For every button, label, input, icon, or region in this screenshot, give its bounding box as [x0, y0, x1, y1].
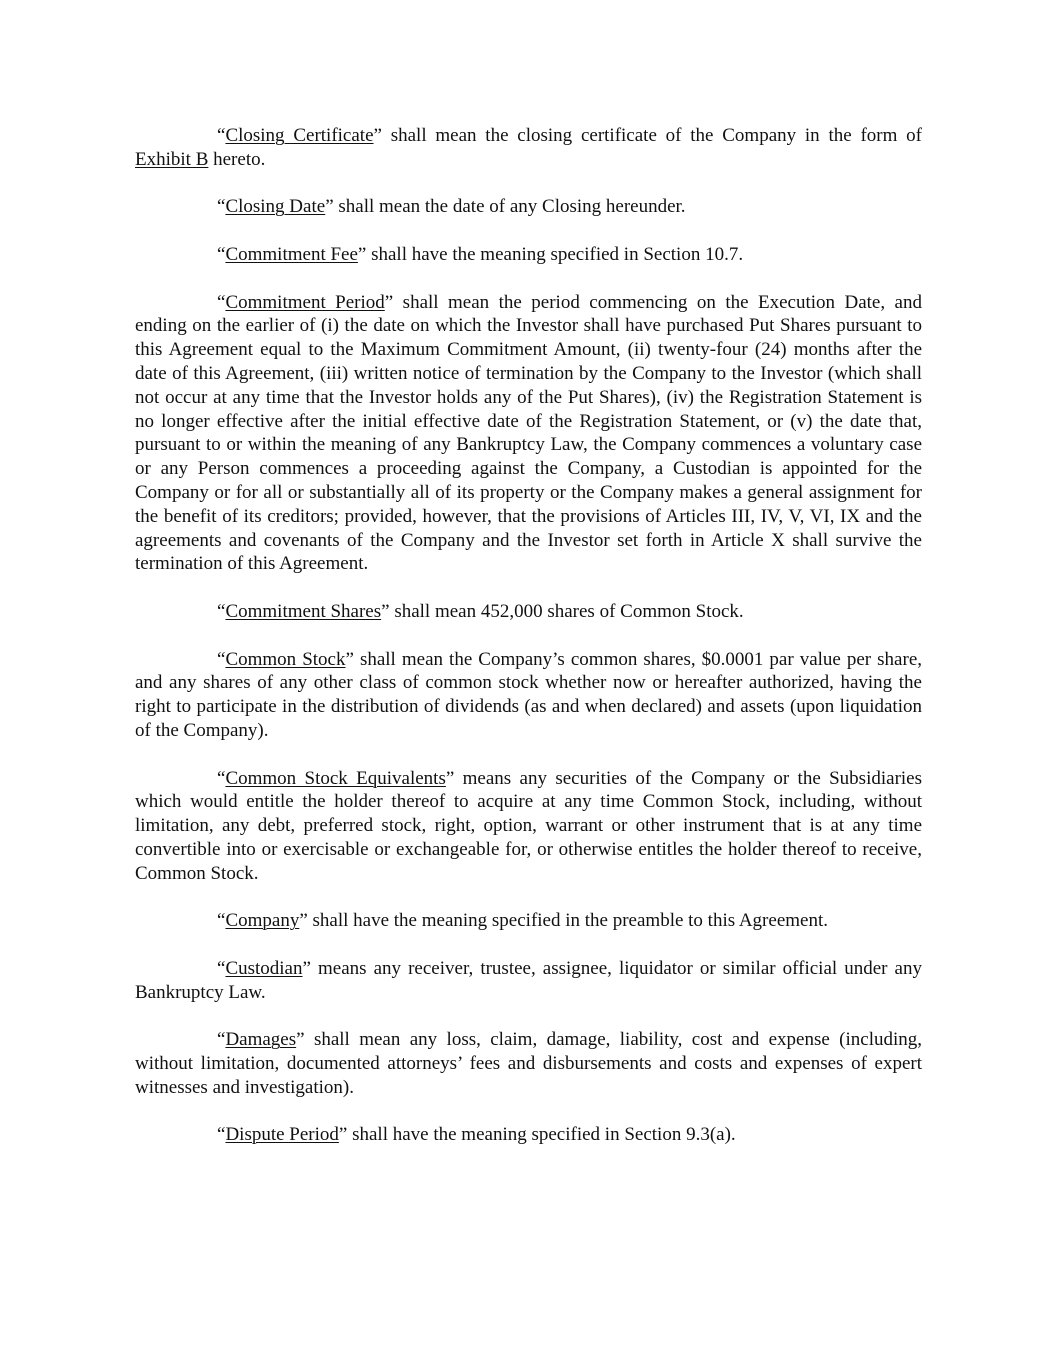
- defined-term: Commitment Shares: [225, 600, 382, 622]
- defined-term: Damages: [225, 1029, 297, 1051]
- definition-common-stock: [135, 648, 922, 743]
- open-quote: “: [217, 600, 226, 622]
- definition-damages: [135, 1028, 922, 1099]
- open-quote: “: [217, 196, 226, 218]
- open-quote: “: [217, 125, 226, 146]
- definition-commitment-fee: [135, 243, 922, 267]
- defined-term: Company: [225, 910, 300, 932]
- definition-commitment-period: [135, 291, 922, 577]
- open-quote: “: [217, 1029, 226, 1051]
- open-quote: “: [217, 1124, 226, 1146]
- definition-text: shall mean the period commencing on the Execution Date, and ending on the earlier of (i) the date on which the Investor shall have purchased Put Shares pursuant to this Agreement equal to the Maximum Commitment Amount, (ii) twenty-four (24) months after the date of this Agreement, (iii) written notice of termination by the Company to the Investor (which shall not occur at any time that the Investor holds any of the Put Shares), (iv) the Registration Statement is no longer effective after the initial effective date of the Registration Statement, or (v) the date that, pursuant to or within the meaning of any Bankruptcy Law, the Company commences a voluntary case or any Person commences a proceeding against the Company, a Custodian is appointed for the Company or for all or substantially all of its property or the Company makes a general assignment for the benefit of its creditors; provided, however, that the provisions of Articles III, IV, V, VI, IX and the agreements and covenants of the Company and the Investor set forth in Article X shall survive the termination of this Agreement.: [135, 291, 922, 575]
- definition-closing-certificate: [135, 124, 922, 172]
- defined-term: Closing Date: [225, 196, 326, 218]
- definition-text: shall mean the closing certificate of the Company in the form of: [381, 125, 922, 146]
- open-quote: “: [217, 291, 226, 313]
- close-quote: ”: [299, 910, 308, 932]
- open-quote: “: [217, 648, 226, 670]
- definition-dispute-period: [135, 1123, 922, 1147]
- definition-text: shall mean the date of any Closing hereunder.: [333, 196, 686, 218]
- definitions-section: [135, 124, 922, 1171]
- close-quote: ”: [302, 957, 311, 979]
- close-quote: ”: [381, 600, 390, 622]
- open-quote: “: [217, 910, 226, 932]
- definition-text: shall mean any loss, claim, damage, liability, cost and expense (including, without limitation, documented attorneys’ fees and disbursements and costs and expenses of expert witnesses and investigation).: [135, 1029, 922, 1098]
- defined-term: Common Stock Equivalents: [225, 767, 446, 789]
- definition-closing-date: [135, 195, 922, 219]
- close-quote: ”: [445, 767, 455, 789]
- definition-common-stock-equivalents: [135, 767, 922, 886]
- definition-text: shall have the meaning specified in Section 10.7.: [366, 243, 744, 265]
- close-quote: ”: [384, 291, 394, 313]
- definition-text-end: hereto.: [208, 148, 266, 170]
- definition-company: [135, 909, 922, 933]
- definition-custodian: [135, 957, 922, 1005]
- defined-term: Closing Certificate: [225, 125, 374, 146]
- defined-term: Commitment Period: [225, 291, 385, 313]
- close-quote: ”: [373, 125, 382, 146]
- close-quote: ”: [357, 243, 367, 265]
- defined-term: Custodian: [225, 957, 303, 979]
- close-quote: ”: [325, 196, 334, 218]
- definition-text: means any receiver, trustee, assignee, liquidator or similar official under any Bankruptcy Law.: [135, 957, 922, 1003]
- defined-term: Commitment Fee: [225, 243, 358, 265]
- open-quote: “: [217, 957, 226, 979]
- definition-commitment-shares: [135, 600, 922, 624]
- exhibit-reference: Exhibit B: [135, 148, 209, 170]
- close-quote: ”: [296, 1029, 305, 1051]
- close-quote: ”: [345, 648, 354, 670]
- open-quote: “: [217, 767, 226, 789]
- open-quote: “: [217, 243, 226, 265]
- definition-text: means any securities of the Company or the Subsidiaries which would entitle the holder thereof to acquire at any time Common Stock, including, without limitation, any debt, preferred stock, right, option, warrant or other instrument that is at any time convertible into or exercisable or exchangeable for, or otherwise entitles the holder thereof to receive, Common Stock.: [135, 767, 922, 884]
- defined-term: Common Stock: [225, 648, 346, 670]
- definition-text: shall mean the Company’s common shares, $0.0001 par value per share, and any shares of any other class of common stock whether now or hereafter authorized, having the right to participate in the distribution of dividends (as and when declared) and assets (upon liquidation of the Company).: [135, 648, 922, 741]
- defined-term: Dispute Period: [225, 1124, 339, 1146]
- definition-text: shall have the meaning specified in Section 9.3(a).: [347, 1124, 736, 1146]
- definition-text: shall have the meaning specified in the preamble to this Agreement.: [307, 910, 828, 932]
- definition-text: shall mean 452,000 shares of Common Stock.: [389, 600, 744, 622]
- close-quote: ”: [338, 1124, 348, 1146]
